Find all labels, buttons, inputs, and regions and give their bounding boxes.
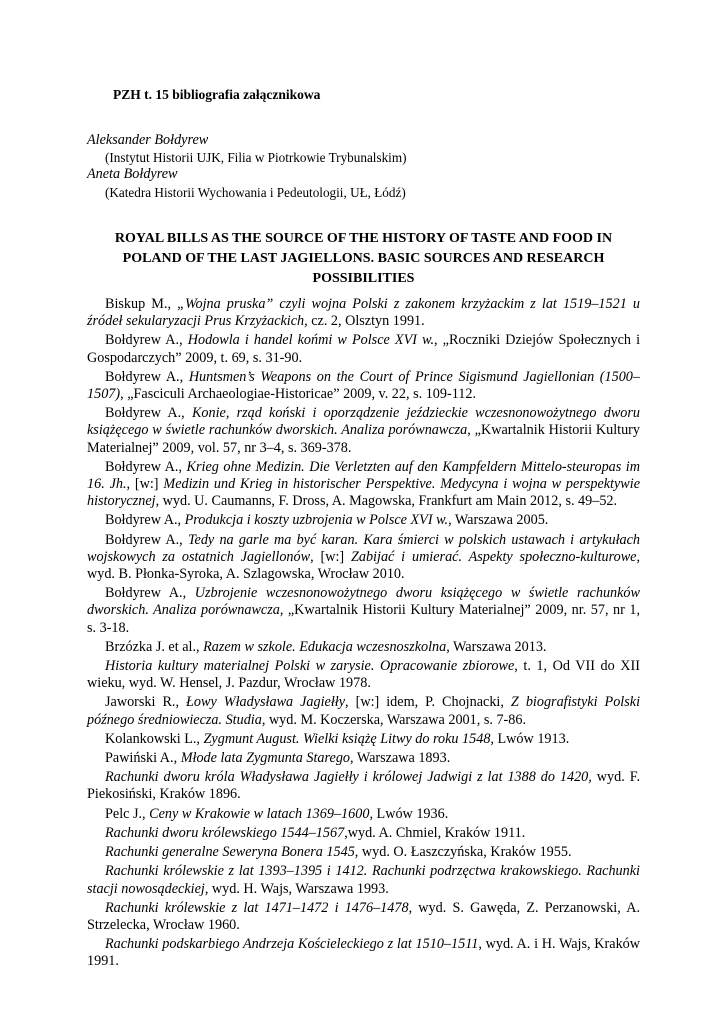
author-name: Aleksander Bołdyrew — [87, 132, 209, 148]
author-affiliation: (Katedra Historii Wychowania i Pedeutologii, UŁ, Łódź) — [105, 184, 406, 200]
bibliography-entry — [87, 296, 640, 330]
entry-book-title: Medizin und Krieg in historischer Perspektive. Medycyna i wojna w perspektywie historycznej — [87, 476, 640, 510]
bibliography-entry — [87, 585, 640, 637]
entry-book-details: , wyd. U. Caumanns, F. Dross, A. Magowska, Frankfurt am Main 2012, s. 49–52. — [155, 493, 618, 510]
entry-title: Zygmunt August. Wielki książę Litwy do roku 1548 — [203, 730, 491, 747]
entry-author: Kolankowski L., — [105, 730, 204, 747]
entry-details: , Warszawa 2013. — [446, 638, 547, 655]
entry-title: Konie, rząd koński i oporządzenie jeździeckie wczesnonowożytnego dworu książęcego w świetle rachunków dworskich. Analiza porównawcza — [87, 405, 640, 439]
entry-title: Rachunki generalne Seweryna Bonera 1545 — [105, 844, 355, 861]
entry-title: Rachunki podskarbiego Andrzeja Kościeleckiego z lat 1510–1511 — [105, 936, 479, 953]
entry-details: , [w:] — [126, 476, 164, 493]
bibliography-entry — [87, 731, 640, 748]
entry-title: Rachunki dworu królewskiego 1544–1567 — [105, 824, 345, 841]
bibliography-entry — [87, 369, 640, 403]
entry-details: , wyd. A. i H. Wajs, Kraków 1991. — [87, 936, 641, 970]
entry-details: , wyd. H. Wajs, Warszawa 1993. — [204, 880, 389, 897]
entry-details: , cz. 2, Olsztyn 1991. — [304, 313, 425, 330]
bibliography-entry — [87, 459, 640, 511]
entry-details: , wyd. O. Łaszczyńska, Kraków 1955. — [354, 844, 572, 861]
entry-author: Bołdyrew A., — [105, 458, 187, 475]
entry-book-details: , wyd. B. Płonka-Syroka, A. Szlagowska, Wrocław 2010. — [87, 548, 641, 583]
entry-title: Produkcja i koszty uzbrojenia w Polsce XVI w. — [184, 512, 449, 529]
entry-title: Rachunki królewskie z lat 1393–1395 i 1412. Rachunki podrzęctwa krakowskiego. Rachunki stacji nowosądeckiej — [87, 863, 640, 897]
entry-details: , „Kwartalnik Historii Kultury Materialnej” 2009, vol. 57, nr 3–4, s. 369-378. — [87, 422, 640, 456]
bibliography-entry — [87, 825, 640, 842]
entry-author: Biskup M., — [105, 296, 178, 312]
bibliography-entry — [87, 863, 640, 897]
entry-details: , „Kwartalnik Historii Kultury Materialnej” 2009, nr. 57, nr 1, s. 3-18. — [87, 602, 640, 636]
entry-book-title: Zabijać i umierać. Aspekty społeczno-kulturowe — [350, 548, 637, 565]
entry-title: Razem w szkole. Edukacja wczesnoszkolna — [203, 638, 447, 655]
entry-title: Ceny w Krakowie w latach 1369–1600 — [149, 805, 370, 822]
entry-details: , Warszawa 1893. — [350, 750, 451, 767]
author-affiliation: (Instytut Historii UJK, Filia w Piotrkowie Trybunalskim) — [105, 150, 407, 166]
bibliography-entry — [87, 512, 640, 529]
bibliography-entry — [87, 532, 640, 584]
bibliography-entry — [87, 658, 640, 692]
article-title: ROYAL BILLS AS THE SOURCE OF THE HISTORY OF TASTE AND FOOD IN POLAND OF THE LAST JAGIELLONS. BASIC SOURCES AND RESEARCH POSSIBILITIES — [114, 231, 613, 286]
bibliography-entry — [87, 844, 640, 861]
entry-title: Młode lata Zygmunta Starego — [180, 750, 351, 767]
entry-author: Brzózka J. et al., — [105, 638, 204, 655]
entry-details: wyd. F. Piekosiński, Kraków 1896. — [87, 769, 640, 803]
entry-title: „Wojna pruska” czyli wojna Polski z zakonem krzyżackim z lat 1519–1521 u źródeł sekularyzacji Prus Krzyżackich — [87, 296, 640, 330]
entry-details: , „Fasciculi Archaeologiae-Historicae” 2009, v. 22, s. 109-112. — [120, 386, 477, 403]
entry-author: Bołdyrew A., — [105, 368, 189, 385]
entry-title: Tedy na garle ma być karan. Kara śmierci w polskich ustawach i artykułach wojskowych za ostatnich Jagiellonów — [87, 531, 640, 565]
entry-author: Bołdyrew A., — [105, 512, 185, 529]
entry-details: , t. 1, Od VII do XII wieku, wyd. W. Hensel, J. Pazdur, Wrocław 1978. — [87, 658, 640, 692]
bibliography-entry — [87, 639, 640, 656]
entry-details: , „Roczniki Dziejów Społecznych i Gospodarczych” 2009, t. 69, s. 31-90. — [87, 332, 641, 366]
entry-title: Łowy Władysława Jagiełły — [186, 694, 346, 711]
bibliography-entry — [87, 750, 640, 767]
bibliography-entry — [87, 806, 640, 823]
entry-details: , Warszawa 2005. — [448, 512, 549, 529]
entry-details: , Lwów 1936. — [369, 805, 449, 822]
authors-block — [87, 132, 640, 201]
bibliography-entry — [87, 694, 640, 728]
entry-author: Pelc J., — [105, 805, 150, 822]
entry-title: Huntsmen’s Weapons on the Court of Prince Sigismund Jagiellonian (1500–1507) — [87, 368, 640, 403]
entry-author: Jaworski R., — [105, 694, 187, 711]
bibliography-entry — [87, 769, 640, 803]
bibliography-entry — [87, 936, 640, 970]
entry-details: , [w:] idem, P. Chojnacki, — [345, 694, 511, 711]
entry-title: Rachunki królewskie z lat 1471–1472 i 1476–1478 — [105, 899, 409, 916]
entry-author: Pawiński A., — [105, 750, 181, 767]
bibliography-list — [87, 296, 640, 973]
entry-author: Bołdyrew A., — [105, 405, 192, 422]
entry-title: Uzbrojenie wczesnonowożytnego dworu książęcego w świetle rachunków dworskich. Analiza porównawcza — [87, 585, 640, 619]
entry-author: Bołdyrew A., — [105, 332, 188, 349]
entry-details: , [w:] — [310, 548, 351, 565]
entry-details: , Lwów 1913. — [490, 730, 570, 747]
entry-title: Hodowla i handel końmi w Polsce XVI w. — [187, 332, 435, 349]
entry-title: Krieg ohne Medizin. Die Verletzten auf den Kampfeldern Mittelo-steuropas im 16. Jh. — [87, 458, 640, 493]
entry-book-details: , wyd. M. Koczerska, Warszawa 2001, s. 7-86. — [261, 711, 526, 728]
bibliography-entry — [87, 332, 640, 366]
entry-author: Bołdyrew A., — [105, 585, 195, 602]
entry-book-title: Z biografistyki Polski późnego średniowiecza. Studia — [87, 694, 641, 728]
entry-title: Historia kultury materialnej Polski w zarysie. Opracowanie zbiorowe — [105, 658, 515, 675]
entry-details: ,wyd. A. Chmiel, Kraków 1911. — [344, 824, 526, 841]
entry-author: Bołdyrew A., — [105, 531, 188, 548]
entry-title: Rachunki dworu króla Władysława Jagiełły i królowej Jadwigi z lat 1388 do 1420, — [105, 769, 592, 786]
bibliography-entry — [87, 900, 640, 934]
author-name: Aneta Bołdyrew — [87, 166, 178, 183]
bibliography-entry — [87, 405, 640, 457]
page-header: PZH t. 15 bibliografia załącznikowa — [113, 87, 321, 102]
entry-details: , wyd. S. Gawęda, Z. Perzanowski, A. Strzelecka, Wrocław 1960. — [87, 899, 640, 933]
